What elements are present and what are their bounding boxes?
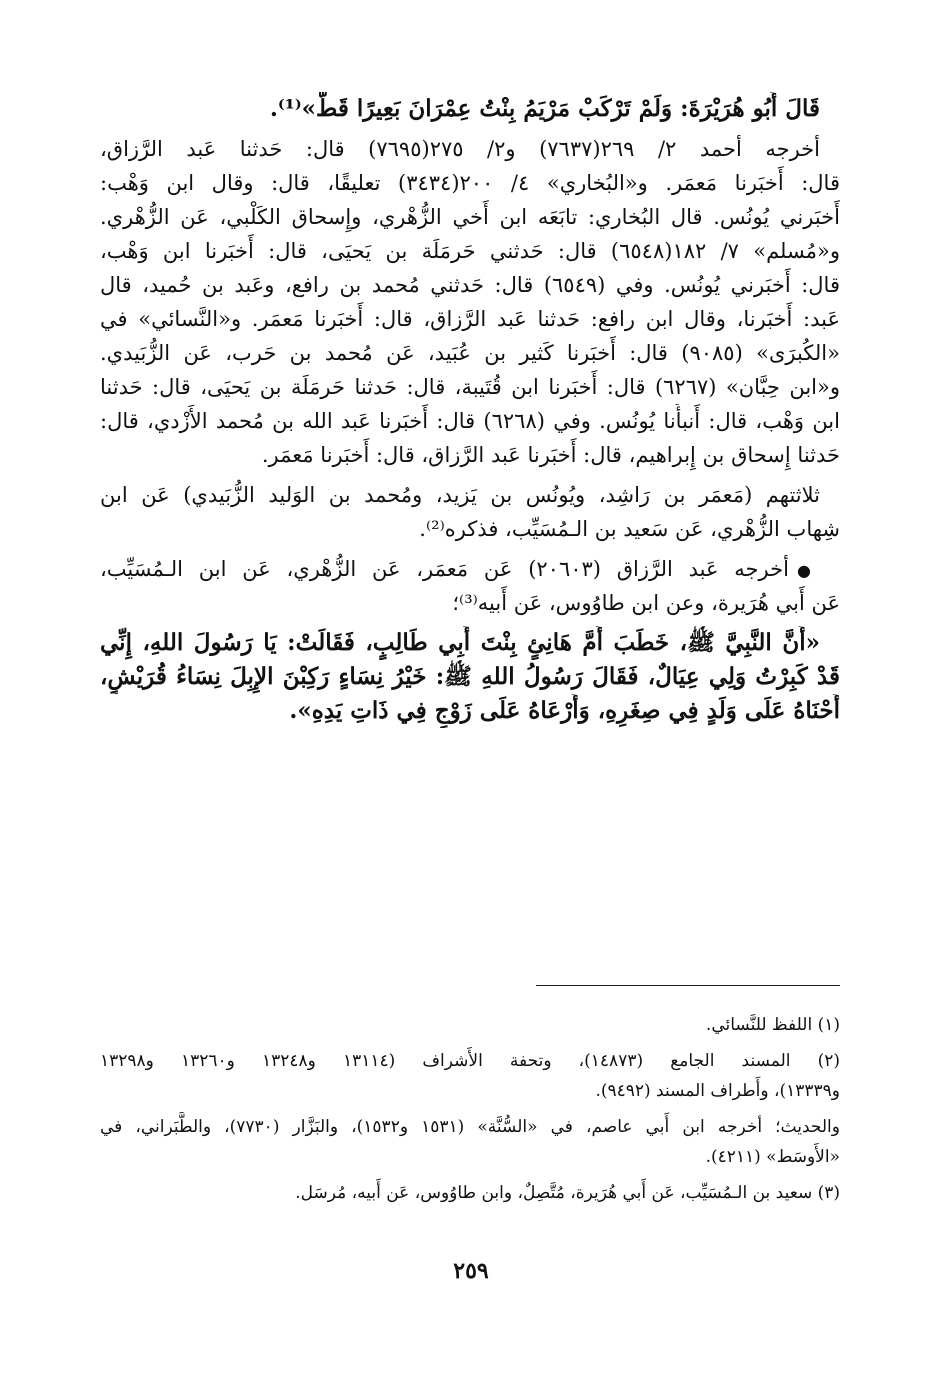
text-line: قَدْ كَبِرْتُ وَلِي عِيَالٌ، فَقَالَ رَسُولُ اللهِ ﷺ: خَيْرُ نِسَاءٍ رَكِبْنَ الإِبِلَ نِسَاءُ قُرَيْشٍ، <box>100 663 840 690</box>
opening-quote <box>100 92 840 126</box>
footnote-1: (١) اللفظ للنَّسائي. <box>705 1015 840 1035</box>
text-line: حَدثنا إِسحاق بن إِبراهيم، قال: أَخبَرنا عَبد الرَّزاق، قال: أَخبَرنا مَعمَر. <box>261 443 840 467</box>
text-line: قال: أَخبَرني يُونُس. وفي (٦٥٤٩) قال: حَدثني مُحمد بن رافع، وعَبد بن حُميد، قال <box>100 273 840 297</box>
text-line: و«ابن حِبَّان» (٦٢٦٧) قال: أَخبَرنا ابن قُتَيبة، قال: حَدثنا حَرمَلَة بن يَحيَى، قال: حَدثنا <box>100 375 840 399</box>
footnote-2-hadith: والحديث؛ أخرجه ابن أَبي عاصم، في «السُّنَّة» (١٥٣١ و١٥٣٢)، والبَزَّار (٧٧٣٠)، والطَّبَراني، في <box>100 1117 840 1137</box>
summary-paragraph <box>100 478 840 546</box>
page-number: ٢٥٩ <box>453 1258 489 1284</box>
footnote-separator <box>536 985 840 986</box>
second-takhrij-paragraph <box>100 552 840 620</box>
text-line: «الكُبرَى» (٩٠٨٥) قال: أَخبَرنا كَثير بن عُبَيد، عَن مُحمد بن حَرب، عَن الزُّبَيدي. <box>100 341 840 365</box>
text-line: «أَنَّ النَّبِيَّ ﷺ، خَطَبَ أُمَّ هَانِئٍ بِنْتَ أَبِي طَالِبٍ، فَقَالَتْ: يَا رَسُولَ اللهِ، إِنِّي <box>100 629 820 656</box>
text-line: أخرجه أحمد ٢/ ٢٦٩(٧٦٣٧) و٢/ ٢٧٥(٧٦٩٥) قال: حَدثنا عَبد الرَّزاق، <box>100 137 820 161</box>
text-line: عَبد: أَخبَرنا، وقال ابن رافع: حَدثنا عَبد الرَّزاق، قال: أَخبَرنا مَعمَر. و«النَّسائي» في <box>100 307 840 331</box>
text-line: قال: أَخبَرنا مَعمَر. و«البُخاري» ٤/ ٢٠٠(٣٤٣٤) تعليقًا، قال: وقال ابن وَهْب: <box>100 171 840 195</box>
text-line: شِهاب الزُّهْري، عَن سَعيد بن الـمُسَيِّب، فذكره⁽²⁾. <box>419 517 840 541</box>
hadith-text <box>100 626 840 728</box>
text-line: أَحْنَاهُ عَلَى وَلَدٍ فِي صِغَرِهِ، وَأَرْعَاهُ عَلَى زَوْجٍ فِي ذَاتِ يَدِهِ». <box>289 697 840 724</box>
text-line: أَخبَرني يُونُس. قال البُخاري: تابَعَه ابن أَخي الزُّهْري، وإِسحاق الكَلْبي، عَن الزُّهْري. <box>100 205 840 229</box>
footnotes <box>100 1010 840 1208</box>
text-line: قَالَ أَبُو هُرَيْرَةَ: وَلَمْ تَرْكَبْ مَرْيَمُ بِنْتُ عِمْرَانَ بَعِيرًا قَطُّ»⁽¹⁾. <box>269 95 820 122</box>
footnote-2-hadith: «الأَوسَط» (٤٢١١). <box>705 1147 840 1167</box>
footnote-3: (٣) سعيد بن الـمُسَيِّب، عَن أَبي هُرَيرة، مُتَّصِلٌ، وابن طاوُوس، عَن أَبيه، مُرسَل. <box>295 1183 840 1203</box>
text-line: ثلاثتهم (مَعمَر بن رَاشِد، ويُونُس بن يَزيد، ومُحمد بن الوَليد الزُّبَيدي) عَن ابن <box>100 483 820 507</box>
footnote-2: و١٣٣٣٩)، وأَطراف المسند (٩٤٩٢). <box>595 1081 840 1101</box>
text-line: و«مُسلم» ٧/ ١٨٢(٦٥٤٨) قال: حَدثني حَرمَلَة بن يَحيَى، قال: أَخبَرنا ابن وَهْب، <box>100 239 840 263</box>
footnote-2: (٢) المسند الجامع (١٤٨٧٣)، وتحفة الأَشراف (١٣١١٤ و١٣٢٤٨ و١٣٢٦٠ و١٣٢٩٨ <box>100 1051 840 1071</box>
text-line <box>100 552 840 586</box>
text-line-content: أخرجه عَبد الرَّزاق (٢٠٦٠٣) عَن مَعمَر، عَن الزُّهْري، عَن ابن الـمُسَيِّب، <box>100 557 789 581</box>
takhrij-paragraph <box>100 132 840 472</box>
bullet-icon: ● <box>796 561 820 580</box>
text-line: ابن وَهْب، قال: أَنبأَنا يُونُس. وفي (٦٢٦٨) قال: أَخبَرنا عَبد الله بن مُحمد الأَزْدي، قال: <box>100 409 840 433</box>
text-line: عَن أَبي هُرَيرة، وعن ابن طاوُوس، عَن أَبيه⁽³⁾؛ <box>452 591 840 615</box>
page-body <box>100 92 840 728</box>
